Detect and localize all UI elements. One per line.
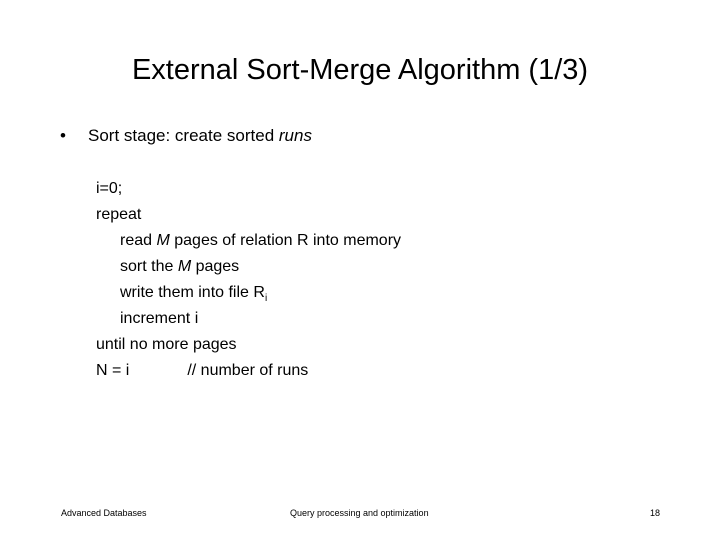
bullet-marker: • — [60, 126, 66, 145]
code-text: pages of relation R into memory — [169, 232, 402, 249]
code-subscript: i — [264, 293, 268, 304]
code-variable: M — [156, 232, 170, 249]
bullet-emphasis: runs — [278, 126, 312, 145]
code-line-init: i=0; — [96, 180, 123, 197]
code-line-increment: increment i — [120, 310, 199, 327]
code-line-result — [96, 358, 401, 384]
code-variable: M — [177, 258, 192, 275]
code-line-until: until no more pages — [96, 336, 237, 353]
bullet-sort-stage — [60, 124, 312, 148]
code-text: pages — [191, 258, 240, 275]
code-line-sort — [96, 254, 401, 280]
algorithm-pseudocode — [96, 176, 401, 384]
code-text: read — [120, 232, 157, 249]
code-line-repeat: repeat — [96, 206, 142, 223]
code-line-write — [96, 280, 401, 306]
code-text: N = i — [96, 362, 130, 379]
footer-course: Advanced Databases — [61, 508, 147, 518]
code-text: sort the — [120, 258, 178, 275]
bullet-text: Sort stage: create sorted — [88, 126, 279, 145]
footer-topic: Query processing and optimization — [290, 508, 429, 518]
code-comment: // number of runs — [187, 362, 309, 379]
page-number: 18 — [650, 508, 661, 518]
code-line-read — [96, 228, 401, 254]
code-text: write them into file R — [120, 284, 265, 301]
slide-title: External Sort-Merge Algorithm (1/3) — [131, 54, 589, 86]
